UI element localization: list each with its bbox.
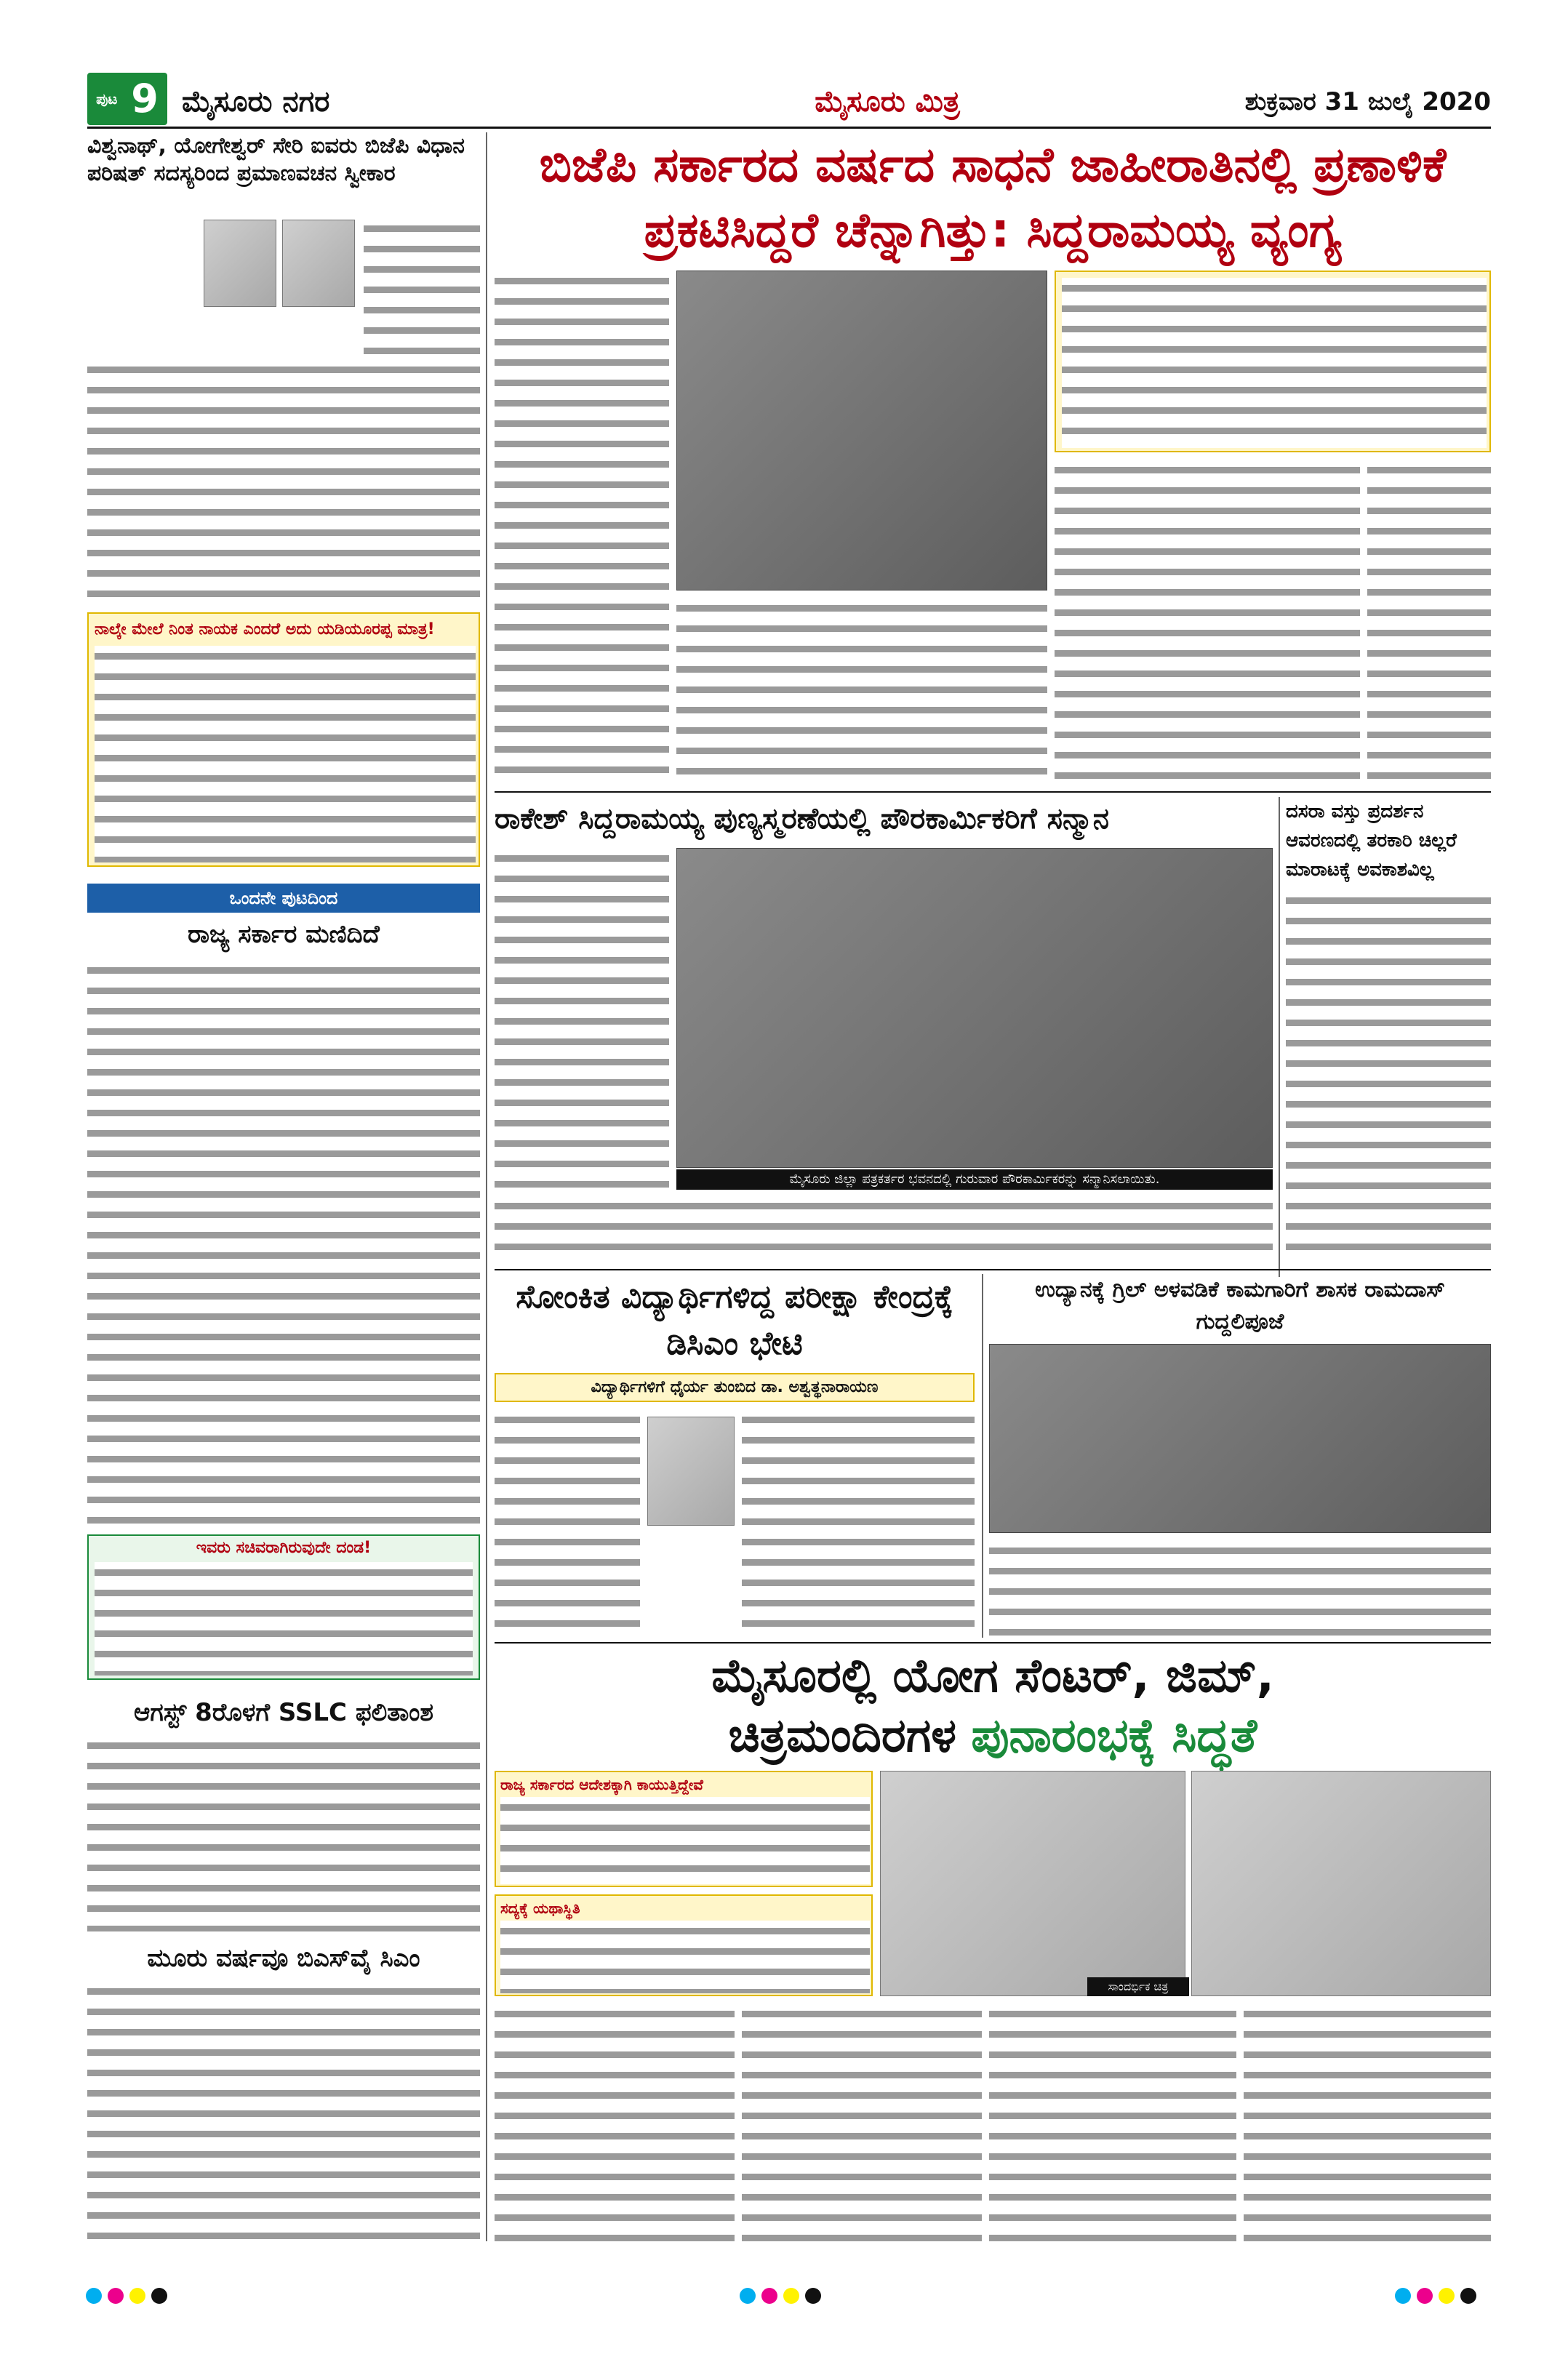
story-3 bbox=[495, 797, 1273, 1262]
story-7-photo bbox=[989, 1344, 1491, 1533]
story-6-body-col2 bbox=[742, 1409, 975, 1638]
story-6-subhead: ವಿದ್ಯಾರ್ಥಿಗಳಿಗೆ ಧೈರ್ಯ ತುಂಬಿದ ಡಾ. ಅಶ್ವತ್ಥನಾರಾಯಣ bbox=[495, 1373, 975, 1402]
story-8-headline: ಆಗಸ್ಟ್ 8ರೊಳಗೆ SSLC ಫಲಿತಾಂಶ bbox=[133, 1698, 433, 1727]
story-10-photo-caption: ಸಾಂದರ್ಭಿಕ ಚಿತ್ರ bbox=[1087, 1977, 1189, 1996]
page-number-badge bbox=[87, 73, 167, 125]
story-5-kicker: ಒಂದನೇ ಪುಟದಿಂದ bbox=[87, 884, 480, 913]
masthead: ಮೈಸೂರು ಮಿತ್ರ bbox=[815, 85, 960, 119]
section-title: ಮೈಸೂರು ನಗರ bbox=[182, 85, 330, 119]
story-10-body-col1 bbox=[495, 2003, 735, 2243]
story-3-body-bottom bbox=[495, 1196, 1273, 1262]
story-10-photo-yoga bbox=[1191, 1771, 1491, 1996]
story-5-box-body bbox=[95, 1562, 473, 1676]
dateline: ಶುಕ್ರವಾರ 31 ಜುಲೈ 2020 bbox=[1244, 87, 1491, 116]
story-10-box-1 bbox=[495, 1771, 873, 1887]
story-8 bbox=[87, 1694, 480, 1934]
header-rule bbox=[87, 127, 1491, 129]
story-7-headline: ಉದ್ಯಾನಕ್ಕೆ ಗ್ರಿಲ್ ಅಳವಡಿಕೆ ಕಾಮಗಾರಿಗೆ ಶಾಸಕ ರಾಮದಾಸ್ ಗುದ್ದಲಿಪೂಜೆ bbox=[1035, 1277, 1445, 1334]
story-4-headline: ದಸರಾ ವಸ್ತು ಪ್ರದರ್ಶನ ಆವರಣದಲ್ಲಿ ತರಕಾರಿ ಚಿಲ್ಲರೆ ಮಾರಾಟಕ್ಕೆ ಅವಕಾಶವಿಲ್ಲ bbox=[1286, 801, 1457, 881]
column-rule-right bbox=[1279, 797, 1280, 1277]
story-5-headline: ರಾಜ್ಯ ಸರ್ಕಾರ ಮಣಿದಿದೆ bbox=[188, 920, 380, 949]
story-3-body bbox=[495, 848, 669, 1204]
story-1-kicker-body bbox=[95, 646, 476, 862]
story-1-kicker-box bbox=[87, 612, 480, 867]
story-9-headline: ಮೂರು ವರ್ಷವೂ ಬಿಎಸ್‌ವೈ ಸಿಎಂ bbox=[147, 1944, 420, 1973]
story-10-photo-gym bbox=[880, 1771, 1185, 1996]
story-9-body bbox=[87, 1981, 480, 2243]
story-10-box-1-title: ರಾಜ್ಯ ಸರ್ಕಾರದ ಆದೇಶಕ್ಕಾಗಿ ಕಾಯುತ್ತಿದ್ದೇವೆ bbox=[500, 1776, 703, 1793]
registration-marks-center bbox=[740, 2288, 827, 2305]
story-5-body bbox=[87, 960, 480, 1527]
page-number-label: ಪುಟ bbox=[96, 90, 118, 108]
story-6-body-col1 bbox=[495, 1409, 640, 1638]
story-2-headline: ಬಿಜೆಪಿ ಸರ್ಕಾರದ ವರ್ಷದ ಸಾಧನೆ ಜಾಹೀರಾತಿನಲ್ಲಿ ಪ್ರಣಾಳಿಕೆ ಪ್ರಕಟಿಸಿದ್ದರೆ ಚೆನ್ನಾಗಿತ್ತು: ಸಿದ್ದರಾಮಯ್ಯ ವ್ಯಂಗ್ಯ bbox=[539, 137, 1447, 258]
row-rule-2 bbox=[495, 1269, 1491, 1270]
story-5 bbox=[87, 916, 480, 1687]
story-4 bbox=[1286, 797, 1491, 1262]
story-2 bbox=[495, 132, 1491, 787]
story-10-headline-c: ಪುನಾರಂಭಕ್ಕೆ ಸಿದ್ಧತೆ bbox=[971, 1709, 1257, 1763]
story-1-headline: ವಿಶ್ವನಾಥ್, ಯೋಗೇಶ್ವರ್ ಸೇರಿ ಐವರು ಬಿಜೆಪಿ ವಿಧಾನ ಪರಿಷತ್ ಸದಸ್ಯರಿಂದ ಪ್ರಮಾಣವಚನ ಸ್ವೀಕಾರ bbox=[87, 133, 465, 186]
story-2-callout bbox=[1055, 271, 1491, 452]
row-rule-3 bbox=[495, 1642, 1491, 1644]
page-header bbox=[87, 76, 1491, 124]
story-2-callout-body bbox=[1062, 278, 1487, 448]
story-1-body bbox=[87, 359, 480, 606]
story-9 bbox=[87, 1940, 480, 2246]
story-10-headline-line2 bbox=[495, 1707, 1491, 1765]
page-number: 9 bbox=[131, 76, 159, 121]
story-10-box-2 bbox=[495, 1894, 873, 1996]
story-10-body-col4 bbox=[1244, 2003, 1491, 2243]
story-5-box-kicker: ಇವರು ಸಚಿವರಾಗಿರುವುದೇ ದಂಡ! bbox=[196, 1539, 372, 1557]
story-1-photo-left bbox=[204, 220, 276, 307]
story-10-headline-line1: ಮೈಸೂರಲ್ಲಿ ಯೋಗ ಸೆಂಟರ್, ಜಿಮ್, bbox=[711, 1649, 1274, 1703]
story-2-body-col3 bbox=[1055, 460, 1360, 780]
story-2-body-col2 bbox=[676, 598, 1047, 780]
story-3-headline: ರಾಕೇಶ್ ಸಿದ್ದರಾಮಯ್ಯ ಪುಣ್ಯಸ್ಮರಣೆಯಲ್ಲಿ ಪೌರಕಾರ್ಮಿಕರಿಗೆ ಸನ್ಮಾನ bbox=[495, 802, 1109, 836]
story-4-body bbox=[1286, 890, 1491, 1262]
story-10-box-2-body bbox=[500, 1921, 870, 1993]
story-1-kicker: ನಾಲ್ಕೇ ಮೇಲೆ ನಿಂತ ನಾಯಕ ಎಂದರೆ ಅದು ಯಡಿಯೂರಪ್ಪ ಮಾತ್ರ! bbox=[95, 620, 435, 638]
story-10-body-col2 bbox=[742, 2003, 982, 2243]
story-3-photo bbox=[676, 848, 1273, 1168]
story-2-photo bbox=[676, 271, 1047, 590]
registration-marks-left bbox=[86, 2288, 173, 2305]
story-10-box-2-title: ಸದ್ಯಕ್ಕೆ ಯಥಾಸ್ಥಿತಿ bbox=[500, 1899, 580, 1917]
story-1-body-top bbox=[364, 218, 480, 356]
story-2-body-col1 bbox=[495, 271, 669, 780]
story-7-body bbox=[989, 1540, 1491, 1638]
row-rule-1 bbox=[495, 791, 1491, 793]
story-3-caption: ಮೈಸೂರು ಜಿಲ್ಲಾ ಪತ್ರಕರ್ತರ ಭವನದಲ್ಲಿ ಗುರುವಾರ ಪೌರಕಾರ್ಮಿಕರನ್ನು ಸನ್ಮಾನಿಸಲಾಯಿತು. bbox=[676, 1169, 1273, 1190]
registration-marks-right bbox=[1395, 2288, 1482, 2305]
column-rule-mid bbox=[982, 1274, 983, 1638]
story-10-headline-b: ಚಿತ್ರಮಂದಿರಗಳ bbox=[728, 1709, 957, 1763]
story-6-photo bbox=[647, 1417, 735, 1526]
story-10-box-1-body bbox=[500, 1797, 870, 1884]
story-8-body bbox=[87, 1735, 480, 1931]
story-1 bbox=[87, 132, 480, 874]
story-1-photo-right bbox=[282, 220, 355, 307]
story-7 bbox=[989, 1274, 1491, 1638]
story-2-body-col4 bbox=[1367, 460, 1491, 780]
story-10 bbox=[495, 1647, 1491, 2243]
column-rule-left bbox=[486, 132, 487, 2241]
story-10-body-col3 bbox=[989, 2003, 1236, 2243]
story-5-kicker-box bbox=[87, 1534, 480, 1680]
story-6 bbox=[495, 1274, 975, 1638]
story-6-headline: ಸೋಂಕಿತ ವಿದ್ಯಾರ್ಥಿಗಳಿದ್ದ ಪರೀಕ್ಷಾ ಕೇಂದ್ರಕ್ಕೆ ಡಿಸಿಎಂ ಭೇಟಿ bbox=[516, 1278, 953, 1362]
